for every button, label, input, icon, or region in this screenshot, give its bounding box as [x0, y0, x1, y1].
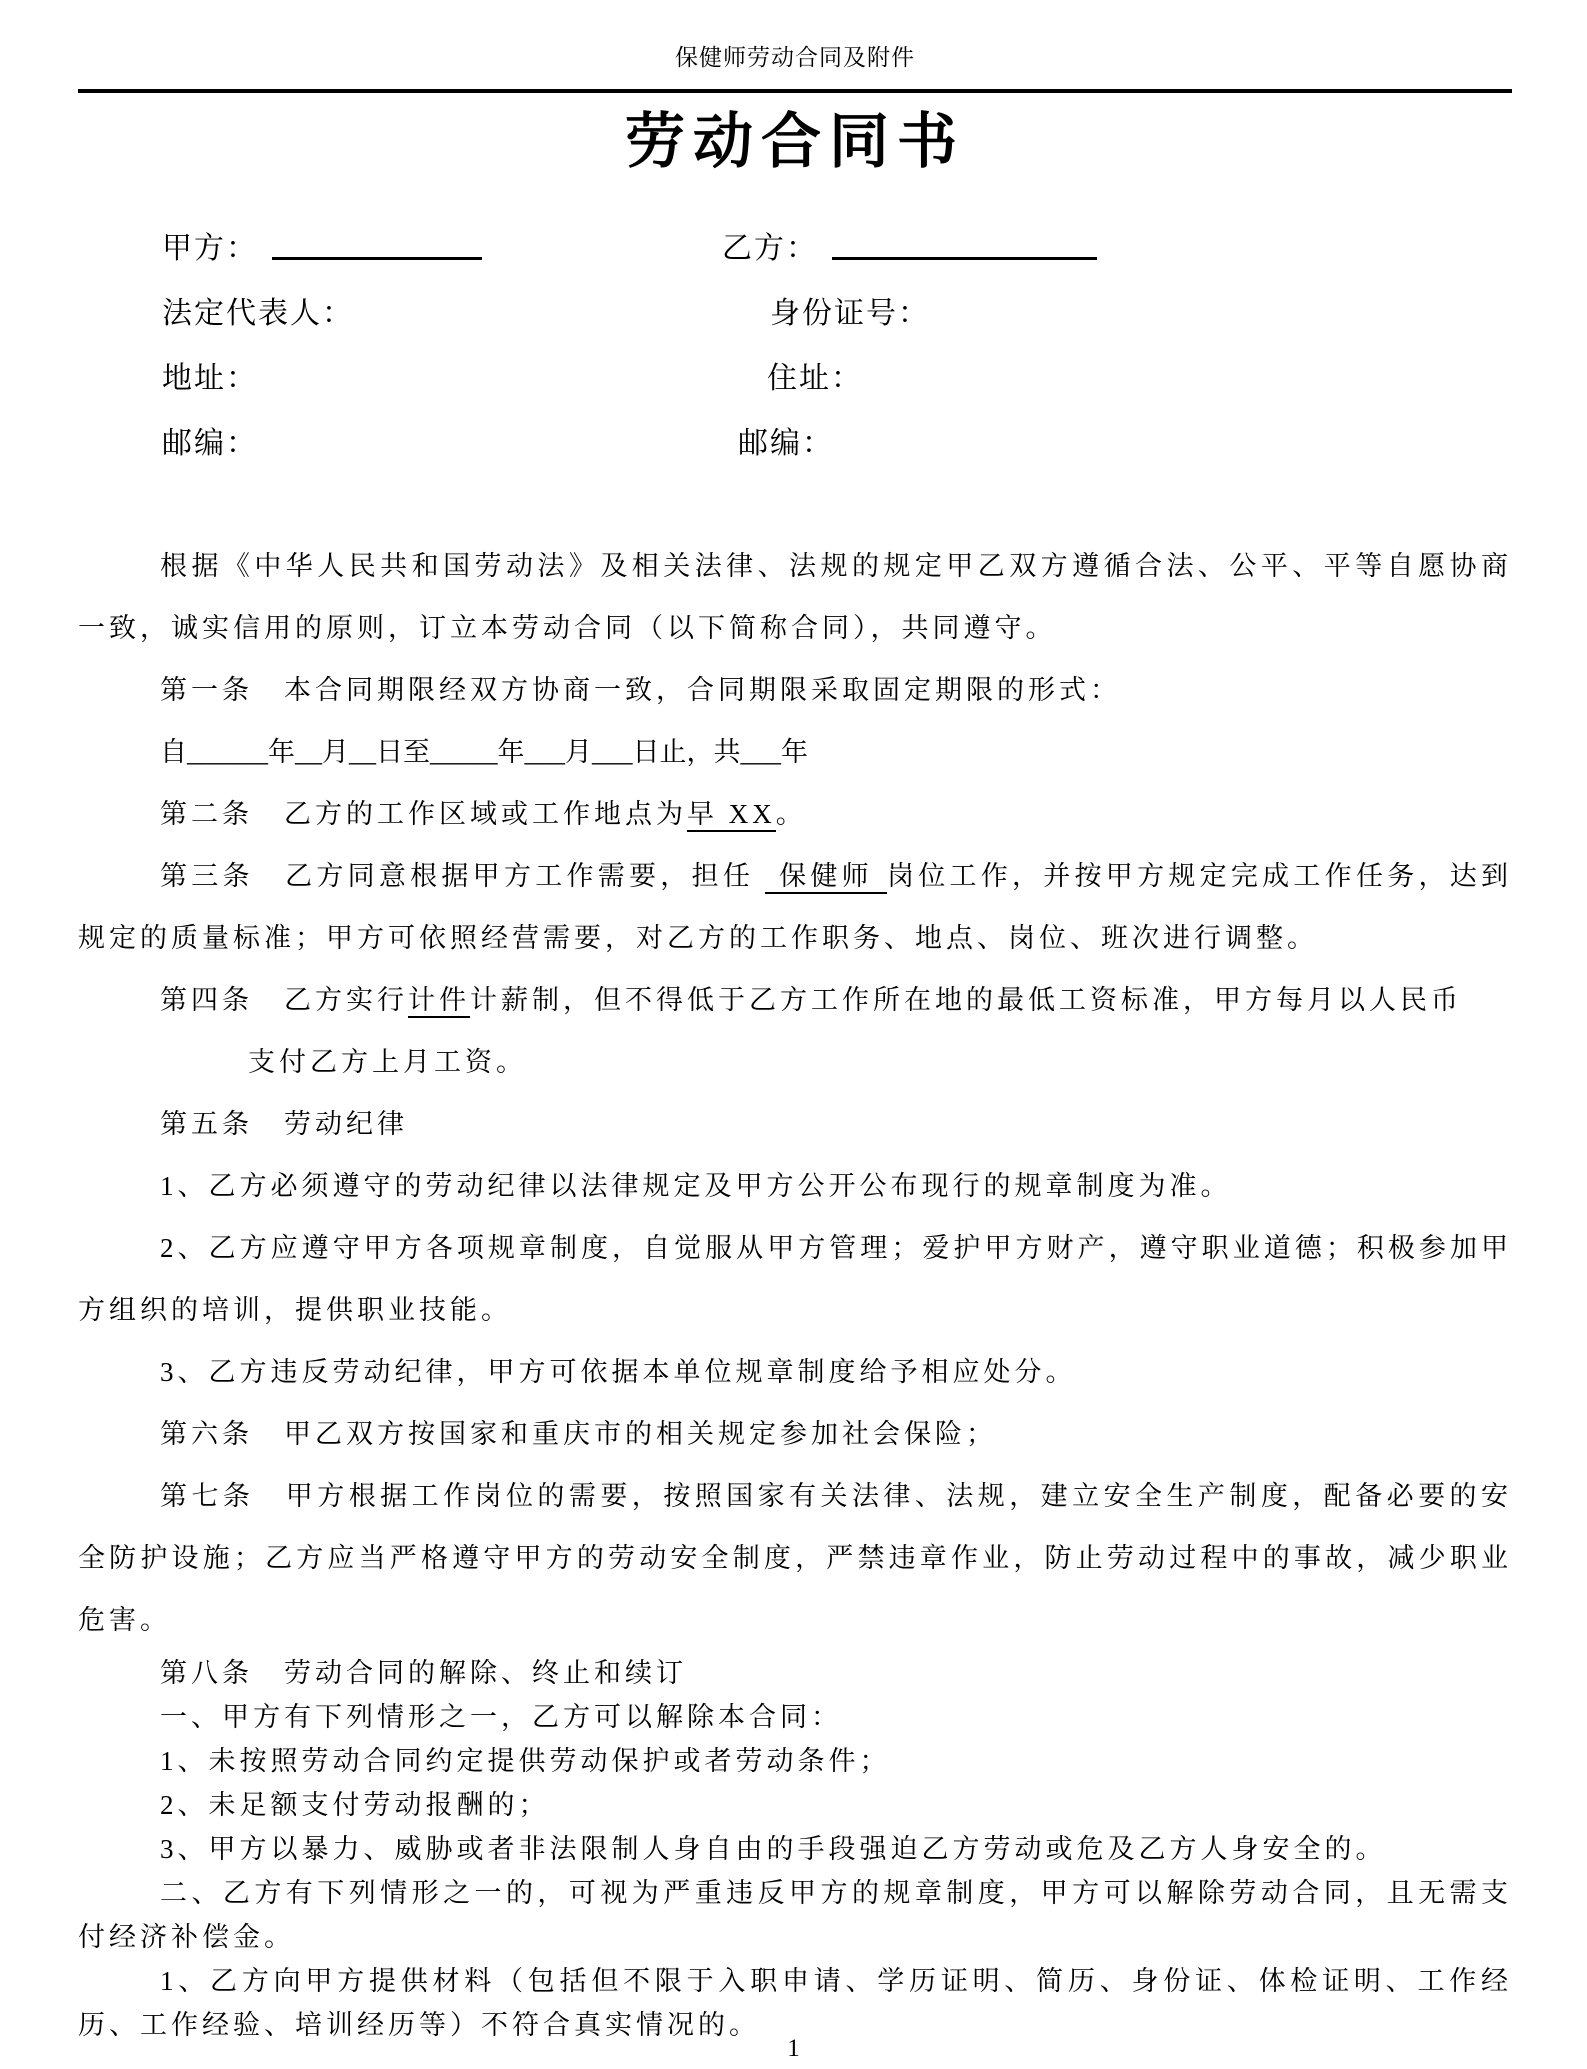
address-b-label: 住址：: [767, 362, 863, 395]
clause-2-text: 第二条 乙方的工作区域或工作地点为: [160, 799, 687, 829]
parties-section: [78, 223, 1512, 483]
party-a-label: 甲方：: [162, 232, 258, 265]
clause-5-heading: 第五条 劳动纪律: [160, 1109, 408, 1139]
zip-a-cell: [78, 418, 722, 462]
party-row-names: [78, 223, 1512, 288]
doc-title: 劳动合同书: [625, 108, 965, 175]
legal-rep-label: 法定代表人：: [162, 297, 354, 330]
clause-3: [78, 845, 1512, 969]
address-a-cell: [78, 353, 722, 397]
clause-8-section-2-item-1: 1、乙方向甲方提供材料（包括但不限于入职申请、学历证明、简历、身份证、体检证明、工作经历、工作经验、培训经历等）不符合真实情况的。: [78, 1966, 1512, 2040]
zip-a-label: 邮编：: [162, 427, 258, 460]
header-rule: [78, 89, 1512, 93]
clause-8-section-2: 二、乙方有下列情形之一的，可视为严重违反甲方的规章制度，甲方可以解除劳动合同，且无需支付经济补偿金。: [78, 1878, 1512, 1952]
clause-8-section-1-item-1: 1、未按照劳动合同约定提供劳动保护或者劳动条件；: [160, 1746, 891, 1776]
zip-b-cell: [722, 418, 1512, 462]
clause-3-text: 第三条 乙方同意根据甲方工作需要，担任: [160, 861, 755, 891]
clause-1: 第一条 本合同期限经双方协商一致，合同期限采取固定期限的形式：: [160, 675, 1121, 705]
party-a-blank-line: [272, 232, 482, 261]
clause-5-item-2: 2、乙方应遵守甲方各项规章制度，自觉服从甲方管理；爱护甲方财产，遵守职业道德；积极参加甲方组织的培训，提供职业技能。: [78, 1233, 1512, 1325]
header-doc-ref: 保健师劳动合同及附件: [675, 45, 915, 70]
clause-5-item-3: 3、乙方违反劳动纪律，甲方可依据本单位规章制度给予相应处分。: [160, 1357, 1077, 1387]
clause-4-text-cont: 计薪制，但不得低于乙方工作所在地的最低工资标准，甲方每月以人民币: [470, 985, 1462, 1015]
intro-paragraph: 根据《中华人民共和国劳动法》及相关法律、法规的规定甲乙双方遵循合法、公平、平等自愿协商一致，诚实信用的原则，订立本劳动合同（以下简称合同），共同遵守。: [78, 551, 1512, 643]
clause-8-section-1-item-2: 2、未足额支付劳动报酬的；: [160, 1790, 550, 1820]
clause-4: [78, 969, 1512, 1031]
party-b-label: 乙方：: [722, 232, 818, 265]
party-b-cell: [722, 223, 1512, 267]
clause-4-underlined-value: 计件: [408, 985, 470, 1018]
party-b-blank-line: [832, 232, 1097, 261]
clause-2-underlined-value: 早 XX: [687, 799, 776, 832]
address-a-label: 地址：: [162, 362, 258, 395]
id-number-cell: [722, 288, 1512, 332]
party-row-address: [78, 353, 1512, 418]
party-row-zip: [78, 418, 1512, 483]
clause-2: [78, 783, 1512, 845]
clause-2-period: 。: [775, 799, 807, 829]
clause-3-text-cont: 岗位工作，并按甲方规定完成工作任务，达到规定的质量标准；甲方可依照经营需要，对乙方的工作职务、地点、岗位、班次进行调整。: [78, 861, 1513, 953]
contract-body: [78, 535, 1512, 2047]
clause-8-section-1-item-3: 3、甲方以暴力、威胁或者非法限制人身自由的手段强迫乙方劳动或危及乙方人身安全的。: [160, 1834, 1387, 1864]
id-number-label: 身份证号：: [770, 297, 930, 330]
clause-8-block: [78, 1651, 1512, 2047]
running-header: [78, 0, 1512, 93]
party-a-cell: [78, 223, 722, 267]
clause-6: 第六条 甲乙双方按国家和重庆市的相关规定参加社会保险；: [160, 1419, 997, 1449]
clause-8-heading: 第八条 劳动合同的解除、终止和续订: [160, 1658, 687, 1688]
clause-5-item-1: 1、乙方必须遵守的劳动纪律以法律规定及甲方公开公布现行的规章制度为准。: [160, 1171, 1232, 1201]
party-row-rep-id: [78, 288, 1512, 353]
page-number: 1: [787, 2035, 800, 2062]
clause-7: 第七条 甲方根据工作岗位的需要，按照国家有关法律、法规，建立安全生产制度，配备必要的安全防护设施；乙方应当严格遵守甲方的劳动安全制度，严禁违章作业，防止劳动过程中的事故，减少职业危害。: [78, 1481, 1512, 1635]
address-b-cell: [722, 353, 1512, 397]
clause-8-section-1: 一、甲方有下列情形之一，乙方可以解除本合同：: [160, 1702, 842, 1732]
clause-4-text: 第四条 乙方实行: [160, 985, 408, 1015]
clause-3-underlined-position: 保健师: [765, 861, 887, 894]
legal-rep-cell: [78, 288, 722, 332]
term-blank-line: 自______年__月__日至_____年___月___日止，共___年: [160, 737, 808, 767]
clause-4-continuation: 支付乙方上月工资。: [248, 1047, 527, 1077]
zip-b-label: 邮编：: [738, 427, 834, 460]
